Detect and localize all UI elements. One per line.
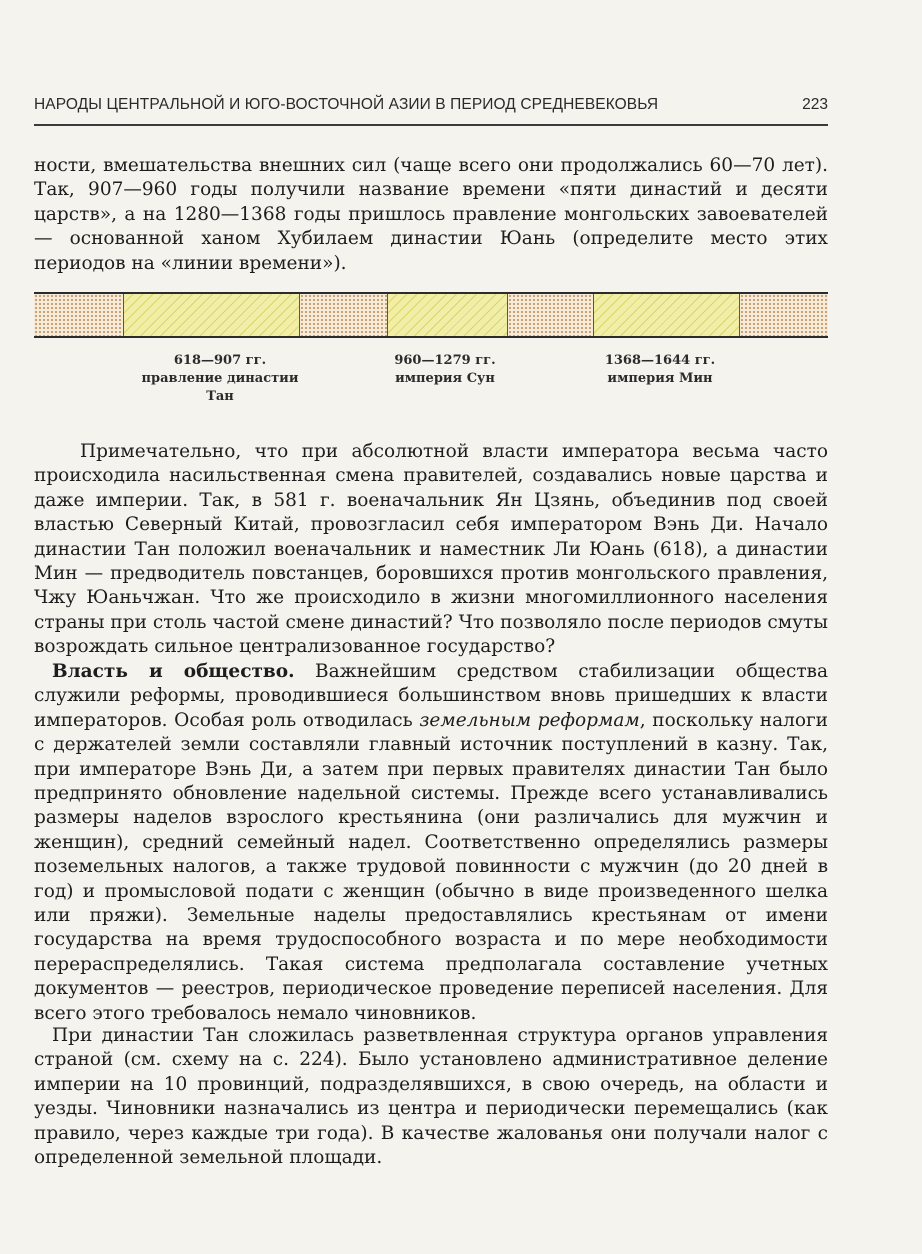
paragraph-1: ности, вмешательства внешних сил (чаще всего они продолжались 60—70 лет). Так, 907—960 годы получили название времени «пяти династий и десяти царств», а на 1280—1368 годы пришлось правление монгольских завоевателей — основанной ханом Хубилаем династии Юань (определите место этих периодов на «линии времени»). [34, 155, 828, 274]
timeline-bar [34, 292, 828, 338]
timeline-segment-ming [594, 294, 740, 336]
timeline-segment-before-tang [34, 294, 124, 336]
timeline-label-ming [570, 352, 750, 388]
timeline-segment-five-dynasties [300, 294, 388, 336]
timeline-label-text: правление династии [141, 371, 299, 386]
timeline-label-text: империя Сун [395, 371, 495, 386]
paragraph-4: При династии Тан сложилась разветвленная структура органов управления страной (см. схему на с. 224). Было установлено административное деление империи на 10 провинций, подразделявшихся, в свою очередь, на области и уезды. Чиновники назначались из центра и периодически перемещались (как правило, через каждые три года). В качестве жалованья они получали налог с определенной земельной площади. [34, 1025, 828, 1169]
timeline-label-dates: 960—1279 гг. [394, 353, 496, 368]
paragraph-2: Примечательно, что при абсолютной власти императора весьма часто происходила насильственная смена правителей, создавались новые царства и даже империи. Так, в 581 г. военачальник Ян Цзянь, объединив под своей властью Северный Китай, провозгласил себя императором Вэнь Ди. Начало династии Тан положил военачальник и наместник Ли Юань (618), а династии Мин — предводитель повстанцев, боровшихся против монгольского правления, Чжу Юаньчжан. Что же происходило в жизни многомиллионного населения страны при столь частой смене династий? Что позволяло после периодов смуты возрождать сильное централизованное государство? [34, 441, 828, 658]
paragraph-3 [34, 660, 828, 1026]
chapter-title: НАРОДЫ ЦЕНТРАЛЬНОЙ И ЮГО-ВОСТОЧНОЙ АЗИИ В ПЕРИОД СРЕДНЕВЕКОВЬЯ [34, 96, 659, 113]
timeline-segment-after-ming [740, 294, 828, 336]
timeline-label-tang [110, 352, 330, 406]
paragraph-3-text-b: , поскольку налоги с держателей земли составляли главный источник поступлений в казну. Так, при императоре Вэнь Ди, а затем при первых правителях династии Тан было предпринято обновление надельной системы. Прежде всего устанавливались размеры наделов взрослого крестьянина (они различались для мужчин и женщин), средний семейный надел. Соответственно определялись размеры поземельных налогов, а также трудовой повинности с мужчин (до 20 дней в год) и промысловой подати с женщин (обычно в виде произведенного шелка или пряжи). Земельные наделы предоставлялись крестьянам от имени государства на время трудоспособного возраста и по мере необходимости перераспределялись. Такая система предполагала составление учетных документов — реестров, периодическое проведение переписей населения. Для всего этого требовалось немало чиновников. [34, 709, 829, 1024]
timeline-segment-song [388, 294, 508, 336]
timeline-segment-yuan [508, 294, 594, 336]
page-number: 223 [802, 96, 828, 113]
emphasized-term: земельным реформам [419, 709, 640, 731]
timeline-label-dates: 618—907 гг. [173, 353, 267, 368]
timeline-label-song [350, 352, 540, 388]
timeline-label-text: империя Мин [607, 371, 713, 386]
timeline-label-dates: 1368—1644 гг. [604, 353, 716, 368]
timeline-label-text: Тан [206, 389, 234, 404]
section-heading: Власть и общество. [52, 661, 295, 682]
paragraph-3-text-a: Важнейшим средством стабилизации общества служили реформы, проводившиеся большинством вновь пришедших к власти императоров. Особая роль отводилась [34, 661, 828, 731]
timeline-segment-tang [124, 294, 300, 336]
running-header [34, 92, 828, 126]
